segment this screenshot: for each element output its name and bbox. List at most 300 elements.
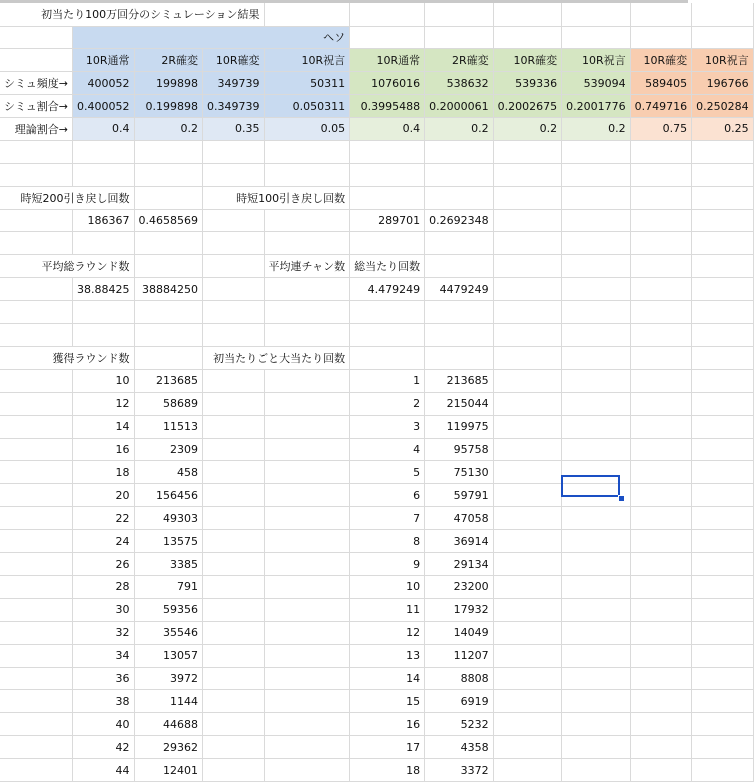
- cell[interactable]: [692, 576, 754, 599]
- cell[interactable]: [0, 621, 73, 644]
- column-header[interactable]: 10R確変: [493, 49, 562, 72]
- value-theory[interactable]: 0.2: [493, 118, 562, 141]
- round-value[interactable]: 44: [73, 759, 135, 782]
- chain-freq[interactable]: 119975: [425, 415, 494, 438]
- value-theory[interactable]: 0.25: [692, 118, 754, 141]
- chain-freq[interactable]: 8808: [425, 667, 494, 690]
- cell[interactable]: [493, 484, 562, 507]
- cell[interactable]: [264, 621, 350, 644]
- value-theory[interactable]: 0.4: [73, 118, 135, 141]
- cell[interactable]: [425, 324, 494, 347]
- cell[interactable]: [692, 209, 754, 232]
- round-freq[interactable]: 1144: [134, 690, 203, 713]
- round-value[interactable]: 42: [73, 736, 135, 759]
- cell[interactable]: [0, 736, 73, 759]
- value-theory[interactable]: 0.4: [350, 118, 425, 141]
- cell[interactable]: [203, 324, 265, 347]
- cell[interactable]: [562, 3, 631, 26]
- cell[interactable]: [630, 713, 692, 736]
- cell[interactable]: [0, 301, 73, 324]
- chain-count[interactable]: 4: [350, 438, 425, 461]
- round-freq[interactable]: 11513: [134, 415, 203, 438]
- round-freq[interactable]: 35546: [134, 621, 203, 644]
- cell[interactable]: [630, 667, 692, 690]
- cell[interactable]: [692, 553, 754, 576]
- round-value[interactable]: 10: [73, 369, 135, 392]
- round-header[interactable]: 獲得ラウンド数: [0, 347, 134, 370]
- value-freq[interactable]: 50311: [264, 72, 350, 95]
- value-ratio[interactable]: 0.400052: [73, 95, 135, 118]
- chain-freq[interactable]: 23200: [425, 576, 494, 599]
- cell[interactable]: [350, 347, 425, 370]
- cell[interactable]: [134, 140, 203, 163]
- cell[interactable]: [692, 759, 754, 782]
- cell[interactable]: [692, 3, 754, 26]
- cell[interactable]: [264, 553, 350, 576]
- cell[interactable]: [692, 26, 754, 49]
- row-label-theory[interactable]: 理論割合→: [0, 118, 73, 141]
- cell[interactable]: [203, 278, 265, 301]
- cell[interactable]: [0, 438, 73, 461]
- cell[interactable]: [630, 347, 692, 370]
- cell[interactable]: [692, 140, 754, 163]
- chain-freq[interactable]: 29134: [425, 553, 494, 576]
- cell[interactable]: [630, 644, 692, 667]
- cell[interactable]: [0, 49, 73, 72]
- cell[interactable]: [425, 140, 494, 163]
- cell[interactable]: [630, 553, 692, 576]
- cell[interactable]: [350, 186, 425, 209]
- value-ratio[interactable]: 0.3995488: [350, 95, 425, 118]
- chain-freq[interactable]: 3372: [425, 759, 494, 782]
- cell[interactable]: [630, 186, 692, 209]
- round-value[interactable]: 34: [73, 644, 135, 667]
- cell[interactable]: [692, 736, 754, 759]
- cell[interactable]: [630, 759, 692, 782]
- sheet-title[interactable]: 初当たり100万回分のシミュレーション結果: [0, 3, 264, 26]
- chain-count[interactable]: 9: [350, 553, 425, 576]
- cell[interactable]: [0, 209, 73, 232]
- cell[interactable]: [493, 438, 562, 461]
- round-freq[interactable]: 3385: [134, 553, 203, 576]
- column-header[interactable]: 2R確変: [425, 49, 494, 72]
- cell[interactable]: [264, 759, 350, 782]
- cell[interactable]: [203, 232, 265, 255]
- cell[interactable]: [350, 26, 425, 49]
- value-theory[interactable]: 0.05: [264, 118, 350, 141]
- column-header[interactable]: 10R確変: [203, 49, 265, 72]
- cell[interactable]: [630, 255, 692, 278]
- cell[interactable]: [562, 415, 631, 438]
- cell[interactable]: [493, 255, 562, 278]
- chain-freq[interactable]: 213685: [425, 369, 494, 392]
- cell[interactable]: [692, 255, 754, 278]
- round-freq[interactable]: 3972: [134, 667, 203, 690]
- cell[interactable]: [630, 736, 692, 759]
- cell[interactable]: [264, 507, 350, 530]
- cell[interactable]: [493, 576, 562, 599]
- cell[interactable]: [493, 530, 562, 553]
- cell[interactable]: [562, 232, 631, 255]
- chain-freq[interactable]: 215044: [425, 392, 494, 415]
- cell[interactable]: [350, 140, 425, 163]
- cell[interactable]: [203, 140, 265, 163]
- cell[interactable]: [692, 369, 754, 392]
- value-ratio[interactable]: 0.2002675: [493, 95, 562, 118]
- cell[interactable]: [425, 255, 494, 278]
- cell[interactable]: [493, 369, 562, 392]
- cell[interactable]: [264, 576, 350, 599]
- cell[interactable]: [264, 713, 350, 736]
- cell[interactable]: [134, 301, 203, 324]
- value-freq[interactable]: 539094: [562, 72, 631, 95]
- cell[interactable]: [425, 186, 494, 209]
- value-theory[interactable]: 0.75: [630, 118, 692, 141]
- hikimodoshi-value[interactable]: 0.4658569: [134, 209, 203, 232]
- cell[interactable]: [425, 26, 494, 49]
- column-header[interactable]: 10R祝言: [692, 49, 754, 72]
- avg-round-value[interactable]: 38.88425: [73, 278, 135, 301]
- column-header[interactable]: 10R確変: [630, 49, 692, 72]
- round-freq[interactable]: 458: [134, 461, 203, 484]
- cell[interactable]: [493, 759, 562, 782]
- cell[interactable]: [562, 392, 631, 415]
- cell[interactable]: [562, 186, 631, 209]
- cell[interactable]: [264, 232, 350, 255]
- chain-freq[interactable]: 17932: [425, 598, 494, 621]
- cell[interactable]: [562, 369, 631, 392]
- cell[interactable]: [0, 759, 73, 782]
- value-freq[interactable]: 199898: [134, 72, 203, 95]
- row-label-ratio[interactable]: シミュ割合→: [0, 95, 73, 118]
- cell[interactable]: [692, 186, 754, 209]
- column-header[interactable]: 10R祝言: [264, 49, 350, 72]
- cell[interactable]: [630, 438, 692, 461]
- cell[interactable]: [493, 690, 562, 713]
- cell[interactable]: [493, 140, 562, 163]
- cell[interactable]: [0, 232, 73, 255]
- cell[interactable]: [264, 644, 350, 667]
- cell[interactable]: [493, 461, 562, 484]
- cell[interactable]: [562, 347, 631, 370]
- cell[interactable]: [134, 163, 203, 186]
- round-freq[interactable]: 49303: [134, 507, 203, 530]
- cell[interactable]: [692, 232, 754, 255]
- cell[interactable]: [264, 690, 350, 713]
- value-freq[interactable]: 400052: [73, 72, 135, 95]
- cell[interactable]: [73, 140, 135, 163]
- round-value[interactable]: 28: [73, 576, 135, 599]
- round-value[interactable]: 24: [73, 530, 135, 553]
- chain-count[interactable]: 12: [350, 621, 425, 644]
- cell[interactable]: [134, 186, 203, 209]
- cell[interactable]: [264, 301, 350, 324]
- cell[interactable]: [203, 507, 265, 530]
- cell[interactable]: [493, 301, 562, 324]
- round-freq[interactable]: 59356: [134, 598, 203, 621]
- fill-handle[interactable]: [618, 495, 625, 502]
- cell[interactable]: [0, 507, 73, 530]
- cell[interactable]: [692, 461, 754, 484]
- chain-freq[interactable]: 11207: [425, 644, 494, 667]
- cell[interactable]: [692, 392, 754, 415]
- value-freq[interactable]: 589405: [630, 72, 692, 95]
- cell[interactable]: [264, 140, 350, 163]
- cell[interactable]: [73, 301, 135, 324]
- cell[interactable]: [0, 667, 73, 690]
- value-ratio[interactable]: 0.2000061: [425, 95, 494, 118]
- cell[interactable]: [562, 713, 631, 736]
- cell[interactable]: [493, 392, 562, 415]
- cell[interactable]: [350, 301, 425, 324]
- cell[interactable]: [203, 621, 265, 644]
- cell[interactable]: [630, 140, 692, 163]
- cell[interactable]: [692, 278, 754, 301]
- cell[interactable]: [0, 324, 73, 347]
- cell[interactable]: [493, 507, 562, 530]
- cell[interactable]: [203, 598, 265, 621]
- value-freq[interactable]: 196766: [692, 72, 754, 95]
- cell[interactable]: [562, 140, 631, 163]
- cell[interactable]: [493, 644, 562, 667]
- value-freq[interactable]: 349739: [203, 72, 265, 95]
- chain-count[interactable]: 7: [350, 507, 425, 530]
- cell[interactable]: [630, 301, 692, 324]
- cell[interactable]: [692, 415, 754, 438]
- value-freq[interactable]: 538632: [425, 72, 494, 95]
- round-freq[interactable]: 58689: [134, 392, 203, 415]
- cell[interactable]: [134, 232, 203, 255]
- cell[interactable]: [425, 232, 494, 255]
- row-label-freq[interactable]: シミュ頻度→: [0, 72, 73, 95]
- total-hits-label[interactable]: 総当たり回数: [350, 255, 425, 278]
- cell[interactable]: [203, 209, 265, 232]
- cell[interactable]: [692, 347, 754, 370]
- value-theory[interactable]: 0.2: [134, 118, 203, 141]
- chain-freq[interactable]: 5232: [425, 713, 494, 736]
- round-value[interactable]: 26: [73, 553, 135, 576]
- cell[interactable]: [562, 736, 631, 759]
- chain-freq[interactable]: 6919: [425, 690, 494, 713]
- value-theory[interactable]: 0.35: [203, 118, 265, 141]
- cell[interactable]: [692, 324, 754, 347]
- cell[interactable]: [562, 438, 631, 461]
- cell[interactable]: [425, 3, 494, 26]
- cell[interactable]: [203, 461, 265, 484]
- cell[interactable]: [203, 415, 265, 438]
- round-freq[interactable]: 12401: [134, 759, 203, 782]
- cell[interactable]: [0, 713, 73, 736]
- round-value[interactable]: 32: [73, 621, 135, 644]
- cell[interactable]: [203, 369, 265, 392]
- cell[interactable]: [0, 644, 73, 667]
- value-ratio[interactable]: 0.050311: [264, 95, 350, 118]
- round-freq[interactable]: 13057: [134, 644, 203, 667]
- chain-count[interactable]: 11: [350, 598, 425, 621]
- chain-count[interactable]: 5: [350, 461, 425, 484]
- cell[interactable]: [264, 736, 350, 759]
- spreadsheet-grid[interactable]: [0, 3, 754, 782]
- round-freq[interactable]: 213685: [134, 369, 203, 392]
- chain-count[interactable]: 8: [350, 530, 425, 553]
- cell[interactable]: [264, 484, 350, 507]
- total-round-value[interactable]: 38884250: [134, 278, 203, 301]
- cell[interactable]: [493, 324, 562, 347]
- value-theory[interactable]: 0.2: [425, 118, 494, 141]
- cell[interactable]: [350, 324, 425, 347]
- cell[interactable]: [562, 759, 631, 782]
- cell[interactable]: [203, 667, 265, 690]
- cell[interactable]: [692, 484, 754, 507]
- cell[interactable]: [692, 644, 754, 667]
- cell[interactable]: [562, 621, 631, 644]
- cell[interactable]: [264, 392, 350, 415]
- cell[interactable]: [692, 163, 754, 186]
- cell[interactable]: [203, 438, 265, 461]
- cell[interactable]: [630, 26, 692, 49]
- cell[interactable]: [203, 576, 265, 599]
- cell[interactable]: [264, 3, 350, 26]
- cell[interactable]: [692, 621, 754, 644]
- cell[interactable]: [493, 347, 562, 370]
- round-value[interactable]: 12: [73, 392, 135, 415]
- cell[interactable]: [350, 232, 425, 255]
- value-ratio[interactable]: 0.250284: [692, 95, 754, 118]
- column-header[interactable]: 10R通常: [350, 49, 425, 72]
- round-value[interactable]: 18: [73, 461, 135, 484]
- value-freq[interactable]: 539336: [493, 72, 562, 95]
- cell[interactable]: [264, 324, 350, 347]
- cell[interactable]: [630, 324, 692, 347]
- cell[interactable]: [203, 255, 265, 278]
- cell[interactable]: [0, 598, 73, 621]
- chain-freq[interactable]: 59791: [425, 484, 494, 507]
- cell[interactable]: [562, 667, 631, 690]
- cell[interactable]: [562, 644, 631, 667]
- cell[interactable]: [73, 163, 135, 186]
- cell[interactable]: [425, 301, 494, 324]
- chain-count[interactable]: 14: [350, 667, 425, 690]
- value-ratio[interactable]: 0.199898: [134, 95, 203, 118]
- cell[interactable]: [493, 598, 562, 621]
- cell[interactable]: [630, 507, 692, 530]
- value-ratio[interactable]: 0.349739: [203, 95, 265, 118]
- chain-count[interactable]: 6: [350, 484, 425, 507]
- cell[interactable]: [630, 598, 692, 621]
- cell[interactable]: [692, 690, 754, 713]
- column-header[interactable]: 10R通常: [73, 49, 135, 72]
- cell[interactable]: [134, 324, 203, 347]
- cell[interactable]: [203, 644, 265, 667]
- cell[interactable]: [562, 553, 631, 576]
- cell[interactable]: [562, 530, 631, 553]
- chain-freq[interactable]: 14049: [425, 621, 494, 644]
- cell[interactable]: [0, 392, 73, 415]
- cell[interactable]: [562, 507, 631, 530]
- cell[interactable]: [493, 667, 562, 690]
- cell[interactable]: [203, 484, 265, 507]
- cell[interactable]: [264, 438, 350, 461]
- cell[interactable]: [0, 690, 73, 713]
- round-value[interactable]: 14: [73, 415, 135, 438]
- cell[interactable]: [203, 530, 265, 553]
- hikimodoshi2-value[interactable]: 0.2692348: [425, 209, 494, 232]
- cell[interactable]: [562, 324, 631, 347]
- round-freq[interactable]: 156456: [134, 484, 203, 507]
- cell[interactable]: [630, 576, 692, 599]
- round-freq[interactable]: 2309: [134, 438, 203, 461]
- cell[interactable]: [630, 163, 692, 186]
- cell[interactable]: [0, 278, 73, 301]
- round-freq[interactable]: 791: [134, 576, 203, 599]
- cell[interactable]: [350, 3, 425, 26]
- cell[interactable]: [493, 713, 562, 736]
- avg-round-label[interactable]: 平均総ラウンド数: [0, 255, 134, 278]
- group-heso[interactable]: ヘソ: [73, 26, 350, 49]
- cell[interactable]: [0, 576, 73, 599]
- cell[interactable]: [630, 3, 692, 26]
- cell[interactable]: [493, 415, 562, 438]
- cell[interactable]: [692, 530, 754, 553]
- value-freq[interactable]: 1076016: [350, 72, 425, 95]
- cell[interactable]: [73, 232, 135, 255]
- chain-count[interactable]: 13: [350, 644, 425, 667]
- cell[interactable]: [692, 713, 754, 736]
- cell[interactable]: [562, 598, 631, 621]
- cell[interactable]: [264, 415, 350, 438]
- chain-freq[interactable]: 95758: [425, 438, 494, 461]
- cell[interactable]: [493, 621, 562, 644]
- cell[interactable]: [350, 163, 425, 186]
- cell[interactable]: [630, 621, 692, 644]
- jitan200-label[interactable]: 時短200引き戻し回数: [0, 186, 134, 209]
- total-hits-value[interactable]: 4479249: [425, 278, 494, 301]
- cell[interactable]: [562, 278, 631, 301]
- cell[interactable]: [630, 415, 692, 438]
- chain-count[interactable]: 2: [350, 392, 425, 415]
- cell[interactable]: [630, 369, 692, 392]
- cell[interactable]: [0, 553, 73, 576]
- cell[interactable]: [493, 553, 562, 576]
- cell[interactable]: [493, 736, 562, 759]
- cell[interactable]: [203, 392, 265, 415]
- cell[interactable]: [0, 140, 73, 163]
- round-freq[interactable]: 29362: [134, 736, 203, 759]
- avg-chain-label[interactable]: 平均連チャン数: [264, 255, 350, 278]
- value-ratio[interactable]: 0.749716: [630, 95, 692, 118]
- cell[interactable]: [630, 232, 692, 255]
- chain-count[interactable]: 3: [350, 415, 425, 438]
- cell[interactable]: [493, 232, 562, 255]
- jitan100-label[interactable]: 時短100引き戻し回数: [203, 186, 350, 209]
- cell[interactable]: [493, 3, 562, 26]
- cell[interactable]: [630, 690, 692, 713]
- cell[interactable]: [0, 415, 73, 438]
- chain-freq[interactable]: 47058: [425, 507, 494, 530]
- cell[interactable]: [203, 553, 265, 576]
- chain-count[interactable]: 1: [350, 369, 425, 392]
- round-value[interactable]: 38: [73, 690, 135, 713]
- cell[interactable]: [0, 163, 73, 186]
- round-value[interactable]: 16: [73, 438, 135, 461]
- cell[interactable]: [630, 392, 692, 415]
- value-ratio[interactable]: 0.2001776: [562, 95, 631, 118]
- cell[interactable]: [493, 163, 562, 186]
- round-freq[interactable]: 13575: [134, 530, 203, 553]
- cell[interactable]: [0, 484, 73, 507]
- cell[interactable]: [562, 209, 631, 232]
- cell[interactable]: [493, 186, 562, 209]
